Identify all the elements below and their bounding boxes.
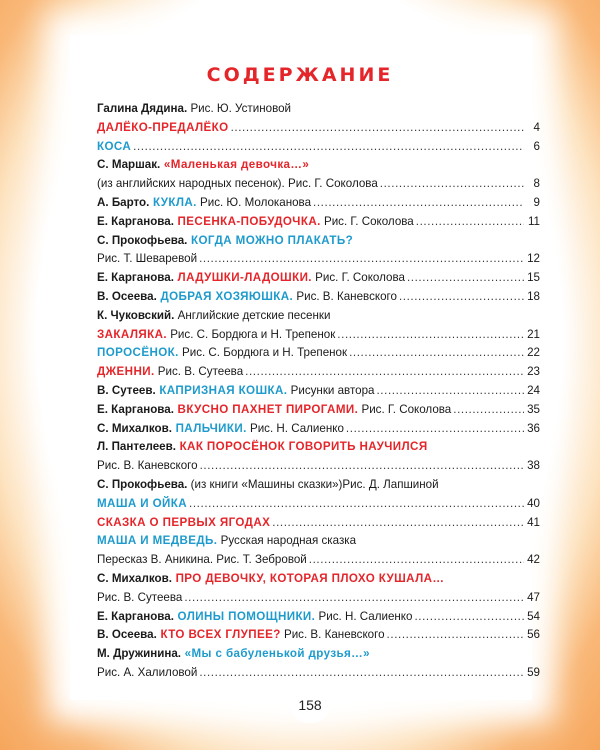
toc-entry-text xyxy=(97,100,291,119)
toc-entry xyxy=(97,589,540,608)
dot-leader xyxy=(245,363,524,382)
entry-author: Е. Карганова. xyxy=(97,214,174,228)
entry-author: Галина Дядина. xyxy=(97,102,188,115)
entry-page-number: 47 xyxy=(527,590,540,604)
dot-leader xyxy=(414,608,524,627)
dot-leader xyxy=(199,664,524,683)
dot-leader xyxy=(313,194,524,213)
entry-title: ЗАКАЛЯКА. xyxy=(97,327,167,341)
entry-page-number: 4 xyxy=(533,120,540,134)
entry-page-number: 41 xyxy=(527,515,540,529)
entry-author: С. Прокофьева. xyxy=(97,233,188,247)
toc-entry xyxy=(97,438,540,457)
entry-credit: Рис. Н. Салиенко xyxy=(246,421,344,435)
entry-title: «Маленькая девочка…» xyxy=(160,158,310,172)
toc-entry-text xyxy=(97,532,356,551)
toc-entry xyxy=(97,532,540,551)
entry-credit: Английские детские песенки xyxy=(174,308,331,322)
entry-title: ПРО ДЕВОЧКУ, КОТОРАЯ ПЛОХО КУШАЛА… xyxy=(171,571,445,585)
toc-entry-text xyxy=(97,307,330,326)
toc-entry-text xyxy=(97,175,378,194)
entry-credit: (из книги «Машины сказки»)Рис. Д. Лапшиной xyxy=(187,477,439,491)
toc-entry-text xyxy=(97,551,307,570)
toc-entry xyxy=(97,288,540,307)
entry-title: КОСА xyxy=(97,139,132,153)
toc-entry-text xyxy=(97,363,243,382)
entry-author: Е. Карганова. xyxy=(97,609,174,623)
entry-page-number: 40 xyxy=(527,496,540,510)
toc-entry-text xyxy=(97,119,229,138)
toc-entry-text xyxy=(97,232,353,251)
entry-title: ПОРОСЁНОК. xyxy=(97,346,179,360)
entry-title: ДОБРАЯ ХОЗЯЮШКА. xyxy=(156,289,294,303)
entry-credit: Рис. Г. Соколова xyxy=(358,402,452,416)
entry-title: МАША И ОЙКА xyxy=(97,496,188,510)
entry-title: КАПРИЗНАЯ КОШКА. xyxy=(155,383,288,397)
toc-entry-text xyxy=(97,420,344,439)
dot-leader xyxy=(231,119,524,138)
entry-credit: Рис. Ю. Устиновой xyxy=(187,102,292,115)
entry-author: В. Сутеев. xyxy=(97,383,156,397)
toc-entry-text xyxy=(97,401,451,420)
entry-credit: Рис. В. Каневского xyxy=(293,289,397,303)
toc-entry xyxy=(97,401,540,420)
entry-author: Е. Карганова. xyxy=(97,271,174,285)
entry-page-number: 18 xyxy=(527,289,540,303)
entry-author: С. Маршак. xyxy=(97,158,161,172)
toc-entry-text xyxy=(97,438,428,457)
toc-entry xyxy=(97,551,540,570)
toc-entry xyxy=(97,138,540,157)
toc-entry xyxy=(97,476,540,495)
entry-credit: Рис. В. Каневского xyxy=(97,459,198,473)
entry-author: С. Михалков. xyxy=(97,571,172,585)
entry-credit: Пересказ В. Аникина. Рис. Т. Зебровой xyxy=(97,553,307,567)
entry-title: ПЕСЕНКА-ПОБУДОЧКА. xyxy=(173,214,321,228)
entry-credit: (из английских народных песенок). Рис. Г. Соколова xyxy=(97,177,378,191)
page-number: 158 xyxy=(290,687,330,723)
entry-title: ПАЛЬЧИКИ. xyxy=(171,421,247,435)
entry-title: «Мы с бабуленькой друзья…» xyxy=(181,647,371,661)
entry-page-number: 35 xyxy=(527,402,540,416)
entry-credit: Рис. Г. Соколова xyxy=(320,214,414,228)
entry-credit: Рис. В. Сутеева xyxy=(97,590,183,604)
toc-entry-text xyxy=(97,645,370,664)
dot-leader xyxy=(416,213,524,232)
entry-author: А. Барто. xyxy=(97,195,150,209)
entry-author: Л. Пантелеев. xyxy=(97,440,176,454)
dot-leader xyxy=(387,626,524,645)
toc-entry-text xyxy=(97,213,414,232)
entry-page-number: 6 xyxy=(533,139,540,153)
toc-entry-text xyxy=(97,326,335,345)
toc-entry xyxy=(97,175,540,194)
entry-author: С. Михалков. xyxy=(97,421,172,435)
entry-title: ОЛИНЫ ПОМОЩНИКИ. xyxy=(173,609,316,623)
toc-entry-text xyxy=(97,269,405,288)
entry-credit: Рис. Ю. Молоканова xyxy=(196,195,312,209)
entry-page-number: 38 xyxy=(527,459,540,473)
toc-entry-text xyxy=(97,589,182,608)
entry-title: КУКЛА. xyxy=(149,195,197,209)
dot-leader xyxy=(337,326,524,345)
entry-page-number: 12 xyxy=(527,252,540,266)
toc-entry-text xyxy=(97,476,439,495)
toc-entry-text xyxy=(97,250,197,269)
entry-page-number: 21 xyxy=(527,327,540,341)
entry-credit: Рис. А. Халиловой xyxy=(97,665,198,679)
toc-entry-text xyxy=(97,570,444,589)
entry-title: ДАЛЁКО-ПРЕДАЛЁКО xyxy=(97,120,229,134)
entry-title: КАК ПОРОСЁНОК ГОВОРИТЬ НАУЧИЛСЯ xyxy=(175,440,428,454)
dot-leader xyxy=(349,344,524,363)
entry-title: ЛАДУШКИ-ЛАДОШКИ. xyxy=(173,271,312,285)
entry-credit: Рис. С. Бордюга и Н. Трепенок xyxy=(166,327,336,341)
entry-title: СКАЗКА О ПЕРВЫХ ЯГОДАХ xyxy=(97,515,271,529)
entry-author: В. Осеева. xyxy=(97,628,157,642)
toc-entry xyxy=(97,608,540,627)
toc-entry-text xyxy=(97,194,311,213)
toc-entry xyxy=(97,307,540,326)
dot-leader xyxy=(399,288,524,307)
entry-page-number: 8 xyxy=(533,177,540,191)
entry-page-number: 9 xyxy=(533,195,540,209)
dot-leader xyxy=(346,420,524,439)
toc-entry xyxy=(97,626,540,645)
entry-author: Е. Карганова. xyxy=(97,402,174,416)
toc-entry xyxy=(97,645,540,664)
dot-leader xyxy=(133,138,524,157)
toc-entry xyxy=(97,664,540,683)
entry-page-number: 11 xyxy=(527,214,540,228)
toc-entry xyxy=(97,194,540,213)
toc-entry xyxy=(97,250,540,269)
entry-author: К. Чуковский. xyxy=(97,308,175,322)
entry-page-number: 36 xyxy=(527,421,540,435)
entry-page-number: 24 xyxy=(527,383,540,397)
table-of-contents xyxy=(97,100,540,683)
toc-entry xyxy=(97,232,540,251)
toc-entry xyxy=(97,269,540,288)
dot-leader xyxy=(380,175,524,194)
entry-credit: Рис. В. Сутеева xyxy=(154,365,244,379)
page-title: СОДЕРЖАНИЕ xyxy=(206,64,394,86)
entry-title: ВКУСНО ПАХНЕТ ПИРОГАМИ. xyxy=(173,402,359,416)
toc-entry xyxy=(97,382,540,401)
dot-leader xyxy=(376,382,524,401)
toc-entry xyxy=(97,420,540,439)
entry-credit: Рис. Т. Шеваревой xyxy=(97,252,198,266)
toc-entry xyxy=(97,156,540,175)
entry-page-number: 22 xyxy=(527,346,540,360)
entry-page-number: 42 xyxy=(527,553,540,567)
toc-entry xyxy=(97,363,540,382)
dot-leader xyxy=(199,250,524,269)
toc-entry-text xyxy=(97,138,131,157)
toc-entry xyxy=(97,213,540,232)
entry-page-number: 56 xyxy=(527,628,540,642)
toc-entry-text xyxy=(97,344,347,363)
entry-credit: Рис. С. Бордюга и Н. Трепенок xyxy=(178,346,348,360)
dot-leader xyxy=(309,551,524,570)
entry-title: КТО ВСЕХ ГЛУПЕЕ? xyxy=(156,628,281,642)
toc-entry-text xyxy=(97,156,309,175)
entry-title: ДЖЕННИ. xyxy=(97,365,155,379)
entry-title: МАША И МЕДВЕДЬ. xyxy=(97,534,218,548)
entry-page-number: 23 xyxy=(527,365,540,379)
toc-entry xyxy=(97,100,540,119)
dot-leader xyxy=(453,401,524,420)
dot-leader xyxy=(200,457,524,476)
toc-entry xyxy=(97,457,540,476)
entry-credit: Рис. Г. Соколова xyxy=(311,271,405,285)
toc-entry xyxy=(97,570,540,589)
entry-credit: Русская народная сказка xyxy=(217,534,357,548)
entry-credit: Рисунки автора xyxy=(287,383,375,397)
toc-entry-text xyxy=(97,608,412,627)
entry-author: М. Дружинина. xyxy=(97,647,182,661)
toc-entry xyxy=(97,119,540,138)
toc-entry xyxy=(97,514,540,533)
entry-author: В. Осеева. xyxy=(97,289,157,303)
dot-leader xyxy=(189,495,524,514)
toc-entry-text xyxy=(97,514,270,533)
dot-leader xyxy=(272,514,524,533)
toc-entry xyxy=(97,495,540,514)
toc-entry-text xyxy=(97,664,197,683)
entry-page-number: 59 xyxy=(527,665,540,679)
entry-title: КОГДА МОЖНО ПЛАКАТЬ? xyxy=(187,233,354,247)
entry-credit: Рис. В. Каневского xyxy=(280,628,385,642)
toc-entry xyxy=(97,344,540,363)
entry-page-number: 54 xyxy=(527,609,540,623)
dot-leader xyxy=(407,269,524,288)
toc-entry-text xyxy=(97,495,187,514)
toc-entry xyxy=(97,326,540,345)
toc-entry-text xyxy=(97,288,397,307)
entry-author: С. Прокофьева. xyxy=(97,477,188,491)
entry-page-number: 15 xyxy=(527,271,540,285)
dot-leader xyxy=(184,589,524,608)
toc-entry-text xyxy=(97,626,385,645)
toc-entry-text xyxy=(97,457,198,476)
toc-entry-text xyxy=(97,382,374,401)
entry-credit: Рис. Н. Салиенко xyxy=(315,609,413,623)
